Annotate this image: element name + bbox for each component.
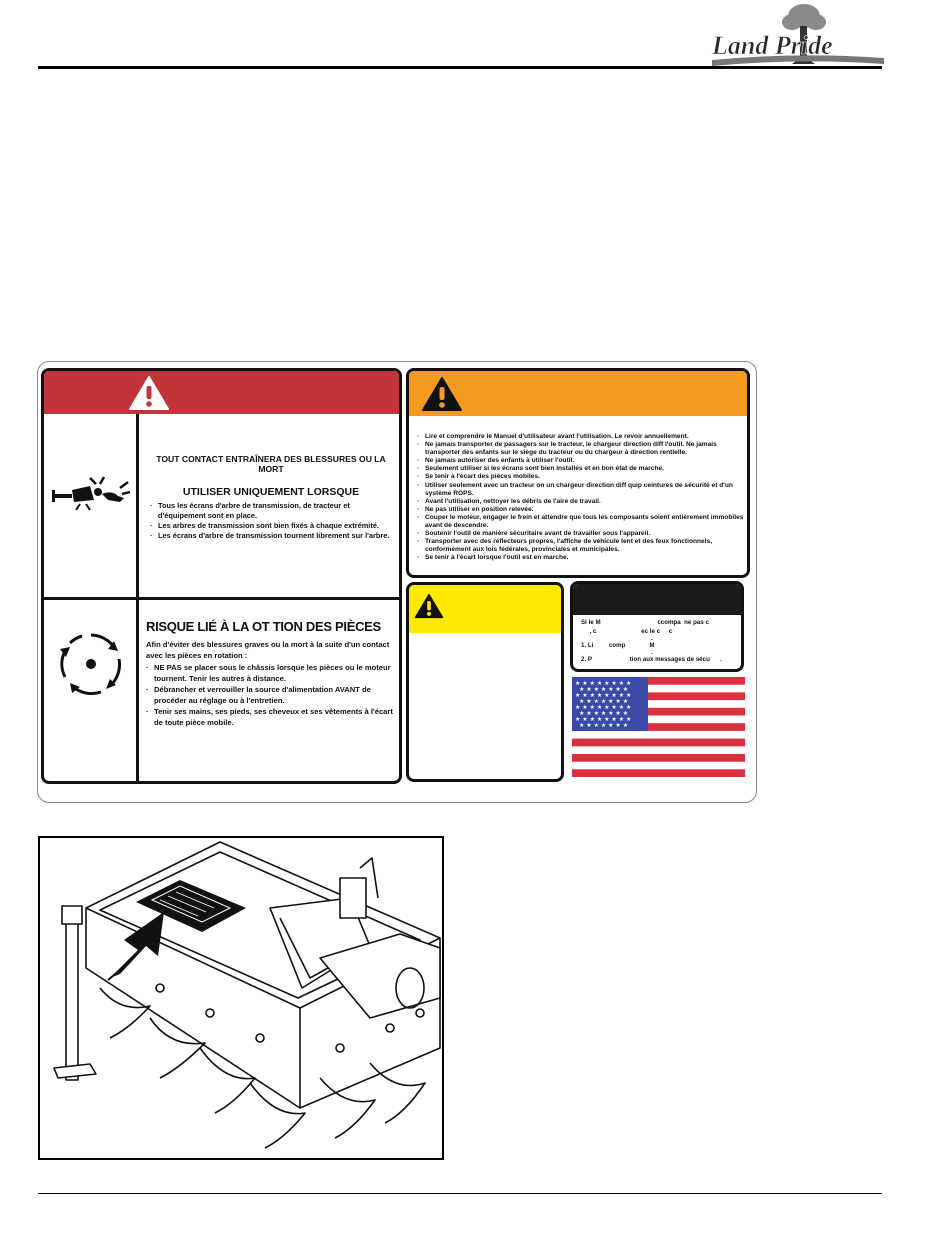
- notice-manual-decal: [570, 581, 744, 672]
- notice-line-4: 1. Li comp M: [581, 642, 655, 649]
- warning-list: [417, 433, 747, 563]
- caution-header: [409, 585, 561, 633]
- warning-triangle-icon: [128, 375, 170, 411]
- list-item: · Tenir ses mains, ses pieds, ses cheveux et ses vêtements à l'écart de toute pièce mobile.: [146, 706, 398, 728]
- svg-text:★ ★ ★ ★ ★ ★ ★: ★ ★ ★ ★ ★ ★ ★: [579, 698, 629, 705]
- tiller-serial-plate-illustration: [38, 836, 444, 1160]
- land-pride-logo-graphic: [708, 2, 886, 68]
- list-item: · NE PAS se placer sous le châssis lorsque les pièces ou le moteur tournent. Tenir les autres à distance.: [146, 662, 398, 684]
- notice-line-5: .: [651, 649, 653, 656]
- list-item: · Les écrans d'arbre de transmission tournent librement sur l'arbre.: [150, 531, 390, 541]
- list-item: · Débrancher et verrouiller la source d'alimentation AVANT de procéder au réglage ou à l'entretien.: [146, 684, 398, 706]
- danger-header: [44, 371, 399, 414]
- warning-header: [409, 371, 747, 416]
- svg-text:★ ★ ★ ★ ★ ★ ★ ★: ★ ★ ★ ★ ★ ★ ★ ★: [575, 692, 632, 699]
- svg-text:★ ★ ★ ★ ★ ★ ★: ★ ★ ★ ★ ★ ★ ★: [579, 710, 629, 717]
- list-item: · Couper le moteur, engager le frein et attendre que tous les composants soient entièrement immobiles avant de descendre.: [417, 514, 747, 530]
- danger-rotation-intro: Afin d'éviter des blessures graves ou la mort à la suite d'un contact avec les pièces en rotation :: [146, 640, 390, 660]
- tiller-serial-plate-arrow-illustration: [40, 838, 444, 1160]
- warning-decal: [406, 368, 750, 578]
- danger-driveline-subhead: UTILISER UNIQUEMENT LORSQUE: [182, 486, 360, 498]
- danger-row-divider: [44, 597, 402, 600]
- notice-line-3: .: [651, 635, 653, 642]
- notice-line-6: 2. P tion aux messages de sécu .: [581, 656, 722, 663]
- logo-text: Land Pride: [712, 31, 833, 60]
- list-item: · Se tenir à l'écart lorsque l'outil est en marche.: [417, 554, 747, 562]
- warning-triangle-icon: [414, 592, 444, 620]
- list-item: · Se tenir à l'écart des pièces mobiles.: [417, 473, 747, 481]
- list-item: · Seulement utiliser si les écrans sont bien installés et en bon état de marche.: [417, 465, 747, 473]
- svg-text:★ ★ ★ ★ ★ ★ ★ ★: ★ ★ ★ ★ ★ ★ ★ ★: [575, 680, 632, 687]
- notice-line-2: , c ec le c c: [581, 628, 673, 635]
- list-item: · Ne jamais transporter de passagers sur le tracteur, le chargeur direction diff l'outil. Ne jamais transporter des enfants sur le siège du tracteur ou du chargeur à direction rentielle.: [417, 441, 747, 457]
- danger-rotation-headline: RISQUE LIÉ À LA OT TION DES PIÈCES: [146, 619, 381, 634]
- list-item: · Soutenir l'outil de manière sécuritaire avant de travailler sous l'appareil.: [417, 530, 747, 538]
- header-rule: [38, 66, 882, 69]
- us-flag-icon: [572, 677, 745, 777]
- entanglement-pictogram: [50, 476, 132, 512]
- svg-text:★ ★ ★ ★ ★ ★ ★ ★: ★ ★ ★ ★ ★ ★ ★ ★: [575, 716, 632, 723]
- list-item: · Lire et comprendre le Manuel d'utilisateur avant l'utilisation. Le revoir annuellement.: [417, 433, 747, 441]
- list-item: · Tous les écrans d'arbre de transmission, de tracteur et d'équipement sont en place.: [150, 501, 390, 521]
- list-item: · Ne jamais autoriser des enfants à utiliser l'outil.: [417, 457, 747, 465]
- warning-triangle-icon: [421, 376, 463, 412]
- list-item: · Ne pas utiliser en position relevée.: [417, 506, 747, 514]
- svg-text:★ ★ ★ ★ ★ ★ ★ ★: ★ ★ ★ ★ ★ ★ ★ ★: [575, 704, 632, 711]
- danger-rotation-list: [146, 662, 398, 728]
- svg-text:★ ★ ★ ★ ★ ★ ★: ★ ★ ★ ★ ★ ★ ★: [579, 722, 629, 729]
- rotating-parts-pictogram: [56, 629, 126, 699]
- notice-line-1: Si le M ccompa ne pas c: [581, 619, 709, 626]
- caution-decal: [406, 582, 564, 782]
- list-item: · Avant l'utilisation, nettoyer les débris de l'aire de travail.: [417, 498, 747, 506]
- land-pride-logo: [708, 2, 886, 68]
- notice-header: [573, 584, 741, 615]
- list-item: · Les arbres de transmission sont bien fixés à chaque extrémité.: [150, 521, 390, 531]
- svg-text:★ ★ ★ ★ ★ ★ ★: ★ ★ ★ ★ ★ ★ ★: [579, 686, 629, 693]
- danger-driveline-headline: TOUT CONTACT ENTRAÎNERA DES BLESSURES OU LA MORT: [156, 454, 386, 474]
- footer-rule: [38, 1193, 882, 1194]
- safety-decal-sheet: [37, 361, 757, 803]
- list-item: · Transporter avec des réflecteurs propres, l'affiche de véhicule lent et des feux fonctionnels, conformément aux lois fédérales, provinciales et municipales.: [417, 538, 747, 554]
- danger-decal: [41, 368, 402, 784]
- list-item: · Utiliser seulement avec un tracteur on un chargeur direction diff quip ceintures de sécurité et d'un système ROPS.: [417, 482, 747, 498]
- danger-driveline-list: [150, 501, 390, 541]
